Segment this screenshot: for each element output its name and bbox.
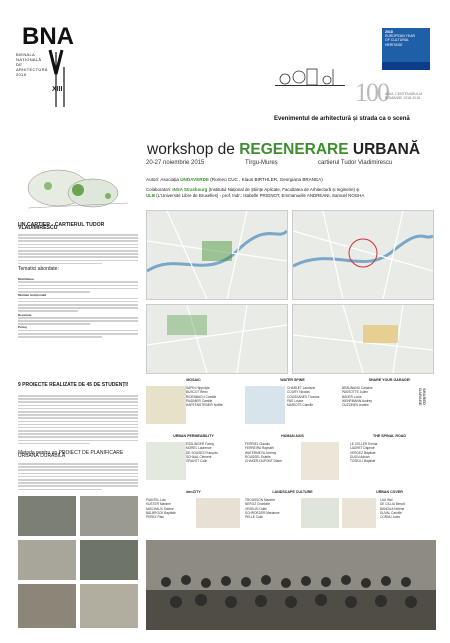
team-member: ROUSSEL Estelle <box>245 454 271 459</box>
workshop-photo <box>80 540 138 580</box>
team-member: OUZZINES Aurélie <box>342 403 369 408</box>
team-member: BADER Louis <box>342 394 362 399</box>
team-member: BRAUNAND Caroline <box>342 386 373 390</box>
event-illustration <box>275 55 345 110</box>
context-map <box>146 210 288 300</box>
team-member: CORNU Jules <box>380 515 401 520</box>
team-member: NEROZ Charlotte <box>245 502 270 507</box>
team-member: COURY Nicolas <box>287 390 310 395</box>
neighbourhood-sketch <box>18 158 138 220</box>
team-member: MISCHAUX Solène <box>146 506 174 511</box>
bna-line: BIENALA <box>16 52 35 57</box>
theme-item: Densitate <box>18 312 32 317</box>
team-name: SHARE YOUR GARAGE! <box>368 378 411 382</box>
team-members <box>350 442 377 463</box>
bna-logo-text: BNA <box>22 23 74 50</box>
team-member: PAS Louise <box>287 398 304 403</box>
authors-line <box>146 177 323 182</box>
team-image <box>245 386 285 424</box>
eu-flag-icon <box>382 62 430 70</box>
team-members <box>287 386 319 407</box>
team-name: LANDSCAPE CULTURE <box>272 490 313 494</box>
collab-org-2: ULB <box>146 192 156 198</box>
team-member: PELLE Colin <box>245 515 264 520</box>
team-name: denCITY <box>186 490 201 494</box>
eu-line: OF CULTURAL <box>385 38 410 43</box>
collab-org-1: INSA Strasbourg <box>172 187 208 192</box>
team-card <box>245 434 340 464</box>
team-card <box>245 490 340 520</box>
team-name: MOSAIC <box>186 378 201 382</box>
team-member: DE CILLIA Benoît <box>380 502 405 507</box>
team-member: BUSCOT Rémi <box>186 390 208 395</box>
team-member: DULIN Adrian <box>350 454 370 459</box>
context-map <box>146 304 288 374</box>
team-member: MARIOTS Camille <box>287 403 314 408</box>
team-members <box>186 442 218 463</box>
team-member: TOSELLI Baptiste <box>350 459 376 464</box>
event-title: Evenimentul de arhitectură și strada ca o scenă <box>274 116 410 122</box>
bna-line: NAȚIONALĂ <box>16 57 42 62</box>
section-title: 9 PROIECTE REALIZATE DE 45 DE STUDENȚI! <box>18 382 129 388</box>
bna-line: DE <box>16 62 23 67</box>
theme-list <box>18 278 138 339</box>
bna-line: 2018 <box>16 72 27 77</box>
team-member: SAPIN Hippolyte <box>186 386 210 390</box>
team-member: VERGEZ Baptiste <box>350 450 376 455</box>
section-title: Metoda pentru un PROIECT DE PLANIFICARE URBANĂ DURABILĂ <box>18 450 124 460</box>
team-member: RIDENBACH Camille <box>186 394 217 399</box>
workshop-photo <box>80 584 138 628</box>
team-member: PAIDNIER Camille <box>186 398 213 403</box>
team-member: WATERMEYA Jérémy <box>245 450 277 455</box>
team-name: THE SPINAL ROAD <box>373 434 406 438</box>
workshop-photo <box>80 496 138 536</box>
eu-line: EUROPEAN YEAR <box>385 34 416 39</box>
team-member: DUVAL Camille <box>380 510 402 515</box>
workshop-title <box>147 141 420 159</box>
workshop-place: Tîrgu-Mureș <box>245 160 278 166</box>
team-image <box>146 442 186 480</box>
team-member: KUSTER Maxime <box>146 502 171 507</box>
workshop-date: 20-27 noiembrie 2015 <box>146 160 205 166</box>
bna-line: ARHITECTURĂ <box>16 67 48 72</box>
team-name: WATER SPINE <box>280 378 305 382</box>
bna-roman: XIII <box>52 86 63 93</box>
team-members <box>380 498 405 519</box>
collab-text-1: (Institutul Național de Științe Aplicate, Facultatea de Arhitectură și Inginerie) și <box>208 187 360 192</box>
title-highlight: REGENERARE <box>239 141 349 158</box>
context-map <box>292 210 434 300</box>
team-image <box>146 386 186 424</box>
team-member: PEREZ Paul <box>146 515 164 520</box>
eu-line: HERITAGE <box>385 42 403 47</box>
team-card <box>342 434 437 464</box>
eu-heritage-badge <box>382 28 430 62</box>
section-method <box>18 452 138 459</box>
team-member: MOREL Laurence <box>186 446 212 451</box>
team-member: VESELIN Odile <box>245 506 267 511</box>
section-projects <box>18 384 138 387</box>
team-member: FERREIRA Raphaël <box>245 446 274 451</box>
team-members <box>186 386 223 407</box>
collaborators <box>146 187 436 199</box>
eu-line: 2018 <box>385 30 393 34</box>
workshop-photo <box>18 540 76 580</box>
team-member: SCHROEDER Marianne <box>245 510 280 515</box>
text-block-4 <box>18 463 138 492</box>
authors-org: UNDAVERDE <box>180 177 209 182</box>
section-neighbourhood <box>18 224 138 231</box>
group-photo <box>146 540 436 630</box>
team-members <box>146 498 176 519</box>
group-photo-graphic <box>146 540 436 630</box>
theme-item: Mixitate funcțională <box>18 293 47 298</box>
team-member: GRAVOT Colin <box>186 459 208 464</box>
title-prefix: workshop de <box>147 141 240 158</box>
text-block-1 <box>18 234 138 266</box>
team-member: PASSOTTE Julien <box>342 390 368 395</box>
team-member: BALBROCK Baptiste <box>146 510 176 515</box>
authors-label: Autori: Asociația <box>146 177 179 182</box>
centenary-logo: 100 <box>355 78 388 107</box>
team-card <box>146 378 241 408</box>
team-member: CHAKER-DUPONT Diane <box>245 459 282 464</box>
workshop-area: cartierul Tudor Vladimirescu <box>318 160 393 166</box>
team-members <box>245 442 282 463</box>
team-member: LAURET Daphné <box>350 446 375 451</box>
team-card <box>146 490 241 520</box>
team-card <box>342 490 437 520</box>
bna-text-block <box>16 52 46 77</box>
team-members <box>245 498 280 519</box>
workshop-photo <box>18 496 76 536</box>
theme-item: Peisaj <box>18 325 27 330</box>
team-member: DE SOUSES François <box>186 450 218 455</box>
bna-logo <box>20 22 80 142</box>
title-suffix: URBANĂ <box>348 141 421 158</box>
section-title: UN CARTIER - CARTIERUL TUDOR VLADIMIRESCU <box>18 222 105 232</box>
team-name: URBAN PERMEABILITY <box>173 434 214 438</box>
theme-item: Mobilitatea <box>18 277 34 281</box>
context-map <box>292 304 434 374</box>
team-name: URBAN COVER <box>376 490 403 494</box>
team-name: HUMAN AXIS <box>281 434 304 438</box>
team-member: HARTENSTEINER Noëlie <box>186 403 223 408</box>
team-member: LAU Wai <box>380 498 393 502</box>
centenary-sub: ANUL CENTENARULUI ROMÂNIEI 1918-2018 <box>385 92 423 100</box>
team-card <box>342 378 437 408</box>
text-block-3 <box>18 395 138 446</box>
team-card <box>146 434 241 464</box>
team-member: TROUSSON Maxime <box>245 498 276 502</box>
section-themes <box>18 268 138 271</box>
team-member: ESSLINGER Fanny <box>186 442 214 446</box>
team-member: LE CELLER Emma <box>350 442 378 446</box>
team-member: WEHRMANN Audrey <box>342 398 372 403</box>
team-member: PIANTEL Loic <box>146 498 166 502</box>
team-image <box>196 498 240 528</box>
team-members <box>342 386 373 407</box>
team-member: COUSSANES Thomas <box>287 394 320 399</box>
team-member: BANGUA Hélène <box>380 506 405 511</box>
team-image <box>342 498 376 528</box>
authors-names: (Romeo CUC , Klaus BIRTHLER, Georgiana BRANEA) <box>210 177 323 182</box>
team-member: FERRIEL Claudio <box>245 442 271 446</box>
team-image <box>301 498 339 528</box>
collab-text-2: (L'Université Libre de Bruxelles) - prof. Indr.: Isabelle PRIGNOT, Emmanuelle ANDREANI, Samuel NOGHA <box>156 192 365 198</box>
bna-logo-graphic <box>20 22 80 132</box>
section-title: Tematici abordate: <box>18 266 59 272</box>
shared-garage-label: SHARED GARAGE <box>418 388 427 406</box>
team-image <box>301 442 339 480</box>
workshop-photo <box>18 584 76 628</box>
team-member: SCHAAL Clément <box>186 454 212 459</box>
team-card <box>245 378 340 408</box>
team-member: CHARLET Lauriane <box>287 386 316 390</box>
collab-label: Colaboratori: <box>146 187 172 192</box>
